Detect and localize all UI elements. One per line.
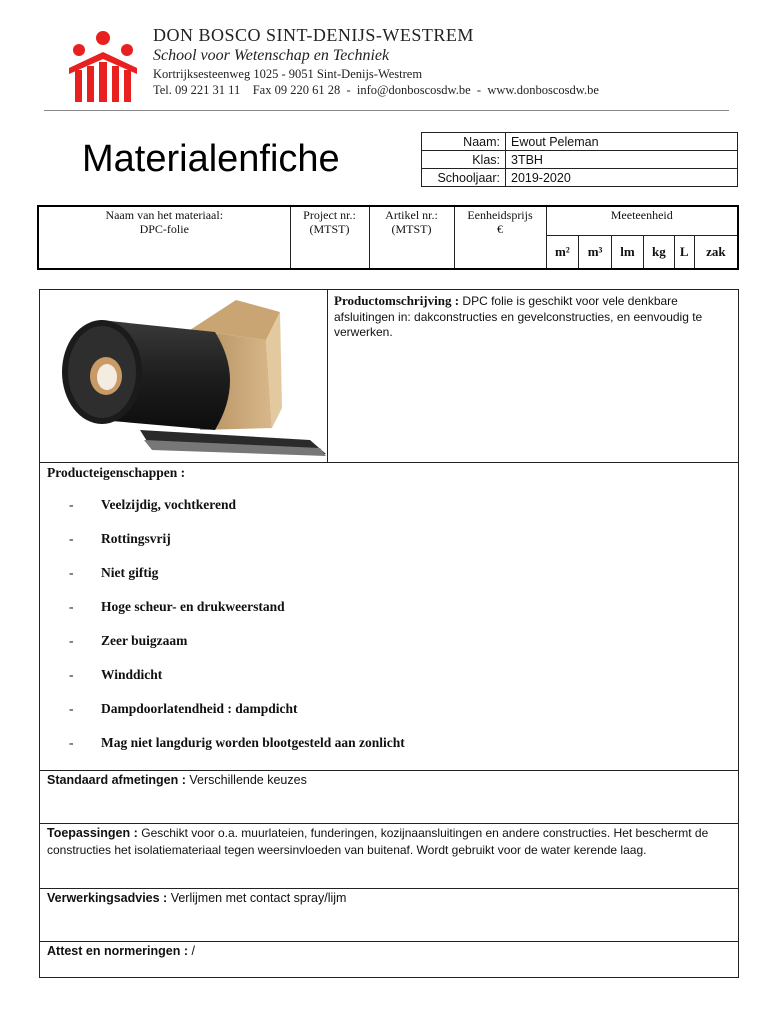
product-description-cell xyxy=(328,290,738,463)
list-item: - Niet giftig xyxy=(69,565,159,580)
artikel-cell xyxy=(369,206,454,269)
processing-label: Verwerkingsadvies : xyxy=(47,891,168,905)
school-name: DON BOSCO SINT-DENIJS-WESTREM xyxy=(153,25,474,45)
applications-label: Toepassingen : xyxy=(47,826,138,840)
list-item: - Hoge scheur- en drukweerstand xyxy=(69,599,285,614)
unit-zak: zak xyxy=(694,235,738,269)
dimensions-label: Standaard afmetingen : xyxy=(47,773,186,787)
certification-row xyxy=(40,942,738,978)
applications-text: Geschikt voor o.a. muurlateien, funderingen, kozijnaansluitingen en andere constructies. Het beschermt de constructies het isolatiemateriaal tegen weersinvloeden van buitenaf. Wordt gebruikt voor de water kerende laag. xyxy=(47,826,709,857)
applications-row xyxy=(40,824,738,889)
header-divider xyxy=(44,110,729,111)
processing-text: Verlijmen met contact spray/lijm xyxy=(170,891,347,905)
school-contact: Tel. 09 221 31 11 Fax 09 220 61 28 - info@donboscosdw.be - www.donboscosdw.be xyxy=(153,82,599,97)
list-item: - Zeer buigzaam xyxy=(69,633,188,648)
standard-dimensions-row xyxy=(40,771,738,824)
list-item: - Mag niet langdurig worden blootgesteld aan zonlicht xyxy=(69,735,405,750)
material-name-label: Naam van het materiaal: xyxy=(105,208,224,222)
prijs-cell xyxy=(454,206,546,269)
product-details xyxy=(39,289,739,978)
list-item: - Veelzijdig, vochtkerend xyxy=(69,497,236,512)
school-address: Kortrijksesteenweg 1025 - 9051 Sint-Denijs-Westrem xyxy=(153,67,423,81)
description-text: DPC folie is geschikt voor vele denkbare afsluitingen in: dakconstructies en gevelconstructies, en eenvoudig te verwerken. xyxy=(334,294,703,340)
page-title: Materialenfiche xyxy=(82,138,340,180)
project-value: (MTST) xyxy=(309,221,350,236)
list-item: - Dampdoorlatendheid : dampdicht xyxy=(69,701,298,716)
schooljaar-label: Schooljaar: xyxy=(422,169,506,187)
prijs-label: Eenheidsprijs xyxy=(467,208,533,222)
prijs-symbol: € xyxy=(497,221,503,236)
foil-roll-photo-icon xyxy=(40,290,326,462)
schooljaar-value: 2019-2020 xyxy=(506,169,738,187)
klas-label: Klas: xyxy=(422,151,506,169)
list-item: - Winddicht xyxy=(69,667,163,682)
list-item: - Rottingsvrij xyxy=(69,531,171,546)
artikel-label: Artikel nr.: xyxy=(385,208,438,222)
unit-m3: m³ xyxy=(579,235,612,269)
klas-value: 3TBH xyxy=(506,151,738,169)
material-name-cell xyxy=(38,206,290,269)
school-header xyxy=(153,26,599,96)
properties-label: Producteigenschappen : xyxy=(47,465,186,480)
properties-list xyxy=(69,497,731,769)
school-logo-icon xyxy=(66,30,140,102)
unit-kg: kg xyxy=(644,235,675,269)
project-cell xyxy=(290,206,369,269)
description-label: Productomschrijving : xyxy=(334,293,460,308)
product-photo-cell xyxy=(40,290,328,463)
school-subtitle: School voor Wetenschap en Techniek xyxy=(153,47,390,64)
processing-advice-row xyxy=(40,889,738,942)
naam-label: Naam: xyxy=(422,133,506,151)
unit-m2: m² xyxy=(546,235,579,269)
material-name-value: DPC-folie xyxy=(139,221,189,236)
unit-l: L xyxy=(674,235,694,269)
dimensions-text: Verschillende keuzes xyxy=(189,773,307,787)
certification-text: / xyxy=(191,944,195,958)
artikel-value: (MTST) xyxy=(391,221,432,236)
meeteenheid-header: Meeteenheid xyxy=(546,206,738,235)
naam-value: Ewout Peleman xyxy=(506,133,738,151)
material-table xyxy=(37,205,739,270)
unit-lm: lm xyxy=(611,235,643,269)
certification-label: Attest en normeringen : xyxy=(47,944,188,958)
student-info-table xyxy=(421,132,738,187)
project-label: Project nr.: xyxy=(303,208,356,222)
product-properties-cell xyxy=(40,463,738,771)
